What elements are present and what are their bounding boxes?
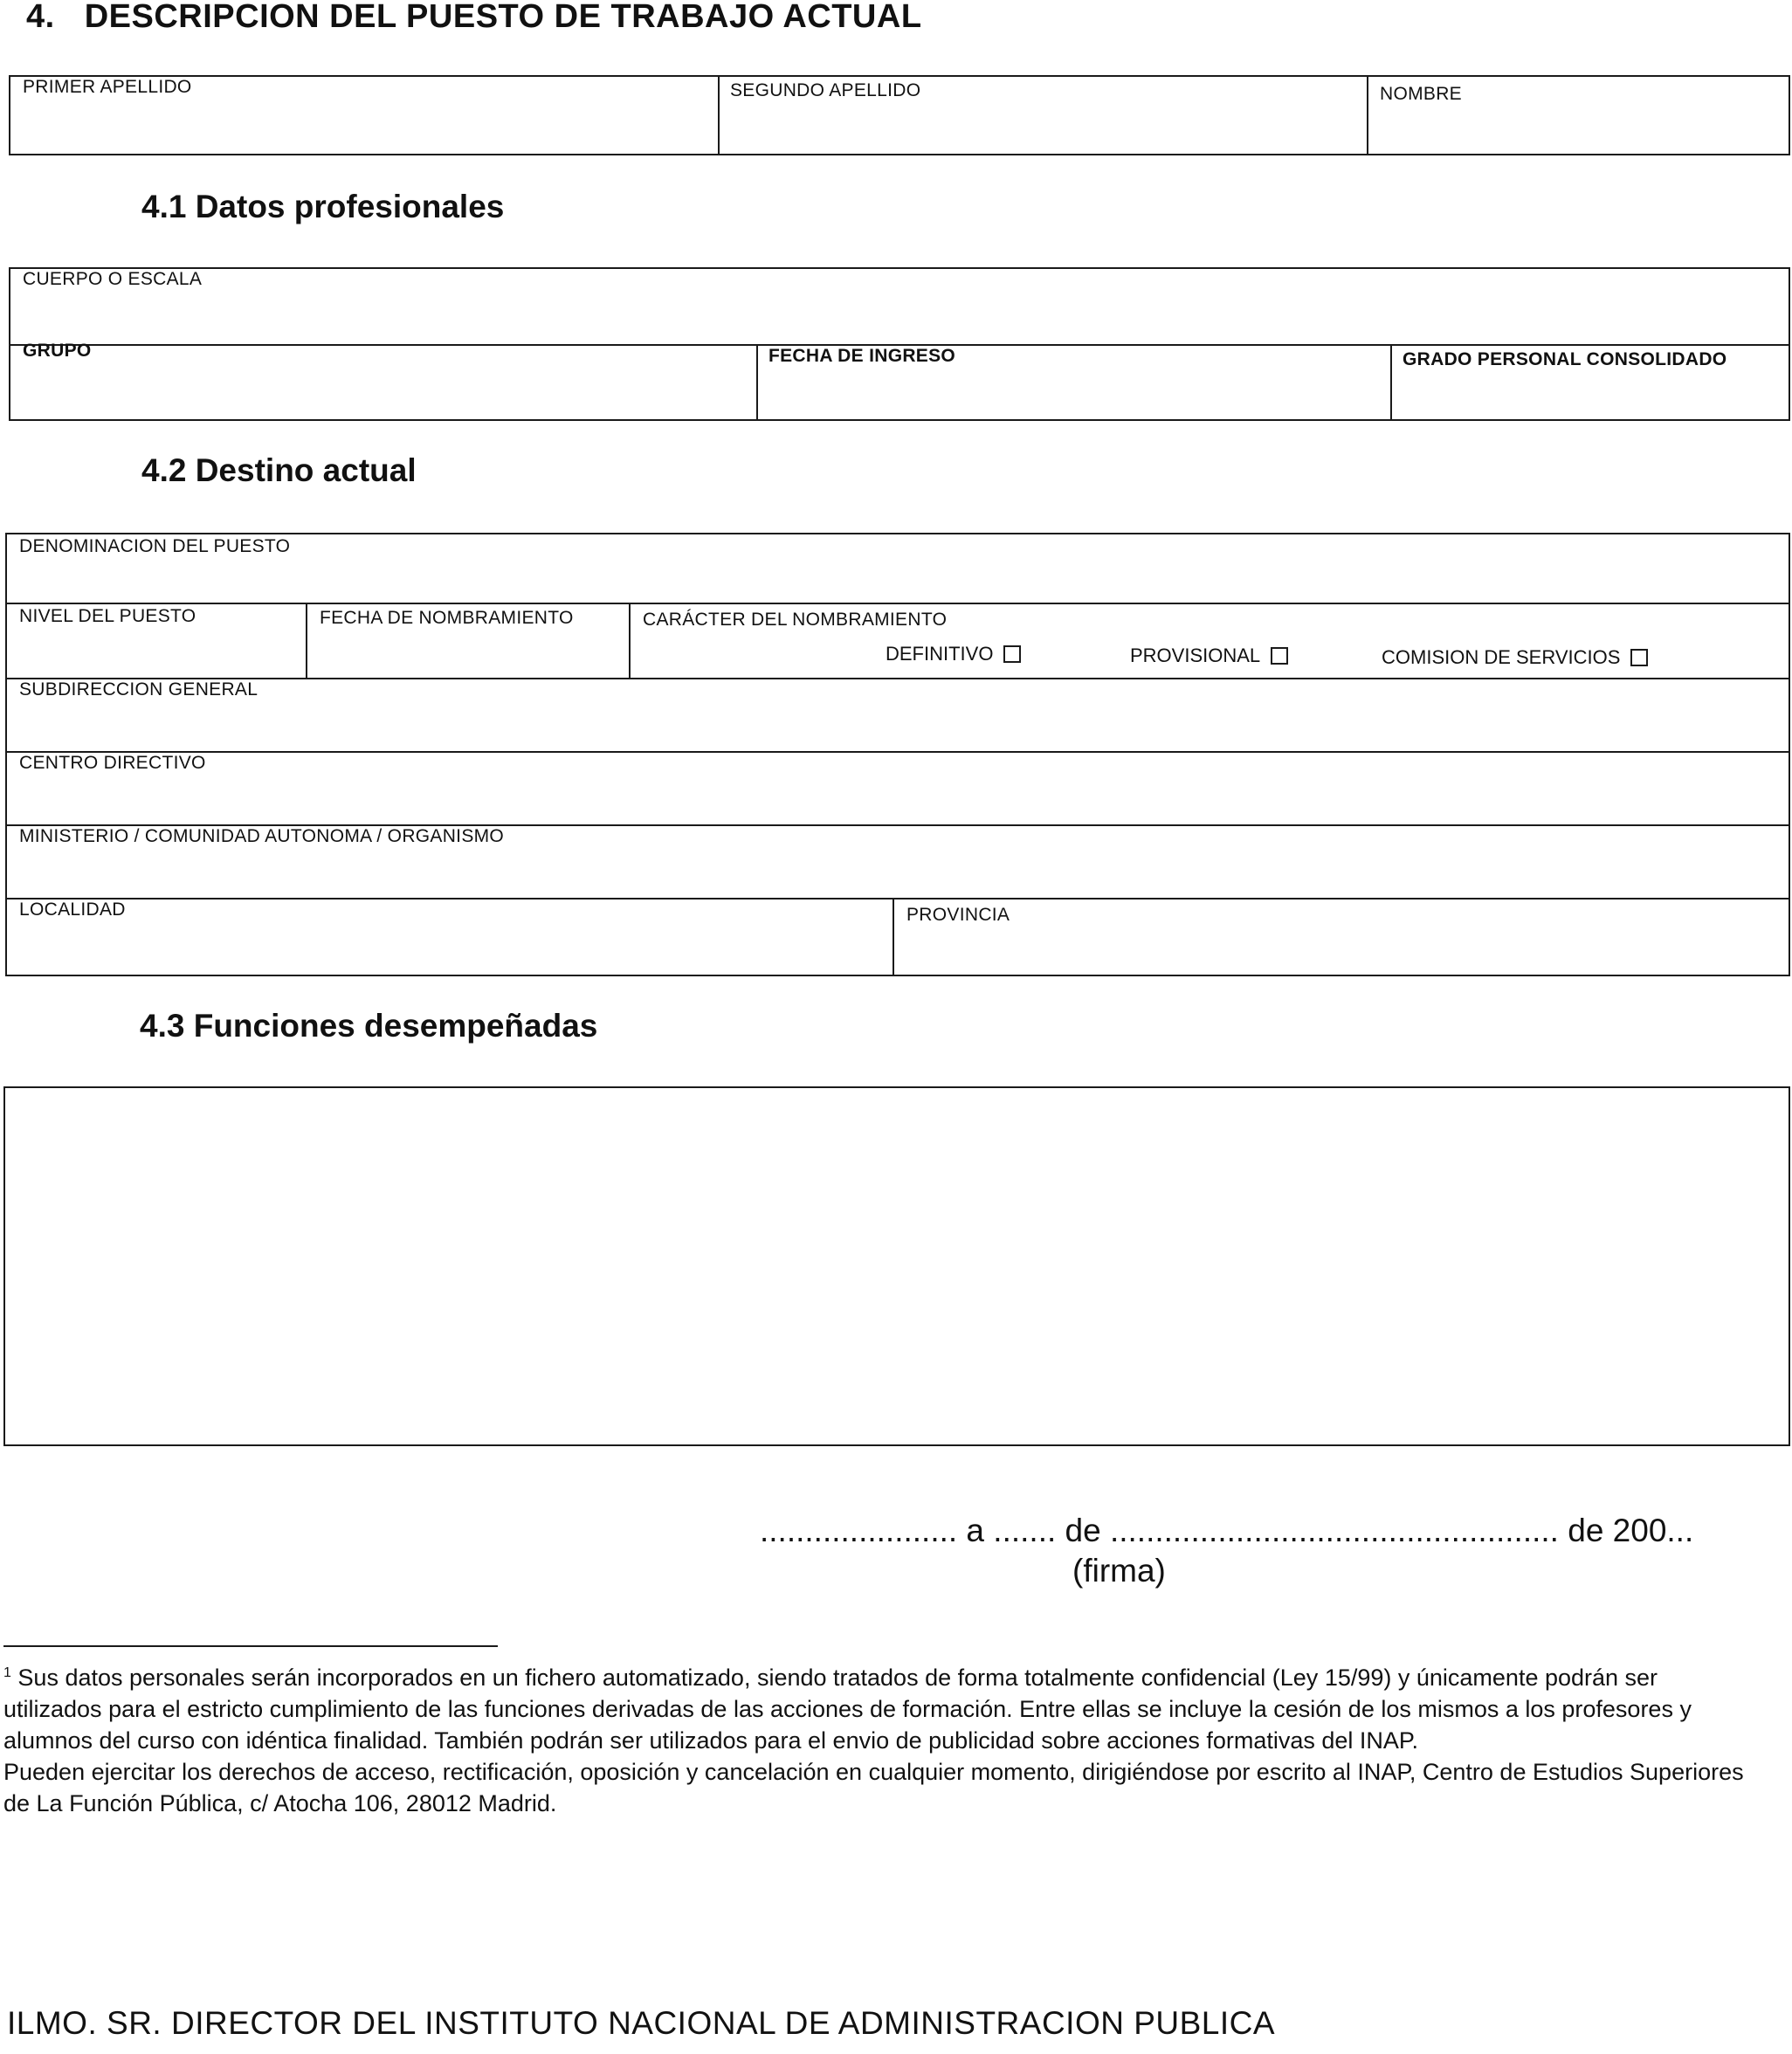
- funciones-heading: 4.3 Funciones desempeñadas: [140, 1008, 598, 1044]
- comision-option[interactable]: [1382, 646, 1648, 669]
- provincia-field[interactable]: [894, 927, 1789, 975]
- nivel-field[interactable]: [7, 632, 304, 676]
- comision-label: COMISION DE SERVICIOS: [1382, 646, 1621, 668]
- signature-firma: (firma): [1072, 1553, 1166, 1589]
- destino-box: [5, 533, 1790, 976]
- destino-heading: 4.2 Destino actual: [141, 452, 417, 488]
- provisional-label: PROVISIONAL: [1130, 644, 1261, 666]
- grado-label: GRADO PERSONAL CONSOLIDADO: [1403, 349, 1727, 369]
- section-title: [26, 0, 922, 36]
- fecha-nombramiento-field[interactable]: [307, 632, 627, 676]
- centro-field[interactable]: [7, 777, 1789, 823]
- footnote-divider: [3, 1645, 498, 1647]
- cuerpo-label: CUERPO O ESCALA: [23, 269, 203, 289]
- fecha-ingreso-field[interactable]: [758, 372, 1389, 419]
- localidad-field[interactable]: [7, 924, 891, 975]
- segundo-apellido-label: SEGUNDO APELLIDO: [730, 80, 921, 100]
- footnote-mark: 1: [3, 1665, 11, 1680]
- subdireccion-field[interactable]: [7, 704, 1789, 749]
- cuerpo-field[interactable]: [10, 293, 1789, 342]
- fecha-ingreso-label: FECHA DE INGRESO: [768, 346, 956, 366]
- denominacion-field[interactable]: [7, 561, 1789, 601]
- grupo-field[interactable]: [10, 369, 755, 419]
- grado-field[interactable]: [1392, 376, 1789, 419]
- footnote: [3, 1658, 1750, 1819]
- primer-apellido-field[interactable]: [10, 103, 716, 154]
- ministerio-field[interactable]: [7, 851, 1789, 896]
- provisional-checkbox[interactable]: [1271, 647, 1288, 665]
- localidad-label: LOCALIDAD: [19, 899, 126, 920]
- section-number: 4.: [26, 0, 55, 35]
- definitivo-option[interactable]: [886, 643, 1021, 665]
- nivel-label: NIVEL DEL PUESTO: [19, 606, 196, 626]
- nombre-field[interactable]: [1369, 103, 1789, 154]
- section-title-text: DESCRIPCION DEL PUESTO DE TRABAJO ACTUAL: [84, 0, 922, 35]
- comision-checkbox[interactable]: [1630, 649, 1648, 666]
- ministerio-label: MINISTERIO / COMUNIDAD AUTONOMA / ORGANISMO: [19, 826, 505, 846]
- definitivo-checkbox[interactable]: [1003, 645, 1021, 663]
- provincia-label: PROVINCIA: [906, 905, 1010, 925]
- segundo-apellido-field[interactable]: [720, 103, 1366, 154]
- denominacion-label: DENOMINACION DEL PUESTO: [19, 536, 291, 556]
- nombre-label: NOMBRE: [1380, 84, 1462, 104]
- datos-profesionales-heading: 4.1 Datos profesionales: [141, 189, 505, 224]
- footnote-paragraph-2: Pueden ejercitar los derechos de acceso, rectificación, oposición y cancelación en cualquier momento, dirigiéndose por escrito al INAP, Centro de Estudios Superiores de La Función Pública, c/ Atocha 106, 28012 Madrid.: [3, 1759, 1744, 1816]
- caracter-label: CARÁCTER DEL NOMBRAMIENTO: [643, 610, 948, 630]
- footnote-text-1: Sus datos personales serán incorporados en un fichero automatizado, siendo tratados de forma totalmente confidencial (Ley 15/99) y únicamente podrán ser utilizados para el estricto cumplimiento de las funciones derivadas de las acciones de formación. Entre ellas se incluye la cesión de los mismos a los profesores y alumnos del curso con idéntica finalidad. También podrán ser utilizados para el envio de publicidad sobre acciones formativas del INAP.: [3, 1665, 1692, 1754]
- addressee: ILMO. SR. DIRECTOR DEL INSTITUTO NACIONAL DE ADMINISTRACION PUBLICA: [7, 2005, 1276, 2041]
- footnote-paragraph-1: [3, 1658, 1750, 1756]
- primer-apellido-label: PRIMER APELLIDO: [23, 77, 192, 97]
- signature-date-line: ...................... a ....... de .................................................. de 200...: [760, 1513, 1694, 1548]
- provisional-option[interactable]: [1130, 644, 1288, 667]
- grupo-label: GRUPO: [23, 341, 92, 361]
- fecha-nombramiento-label: FECHA DE NOMBRAMIENTO: [320, 608, 574, 628]
- personal-names-box: [9, 75, 1790, 155]
- subdireccion-label: SUBDIRECCION GENERAL: [19, 679, 258, 700]
- definitivo-label: DEFINITIVO: [886, 643, 994, 665]
- funciones-textarea[interactable]: [3, 1086, 1790, 1446]
- datos-profesionales-box: [9, 267, 1790, 421]
- centro-label: CENTRO DIRECTIVO: [19, 753, 206, 773]
